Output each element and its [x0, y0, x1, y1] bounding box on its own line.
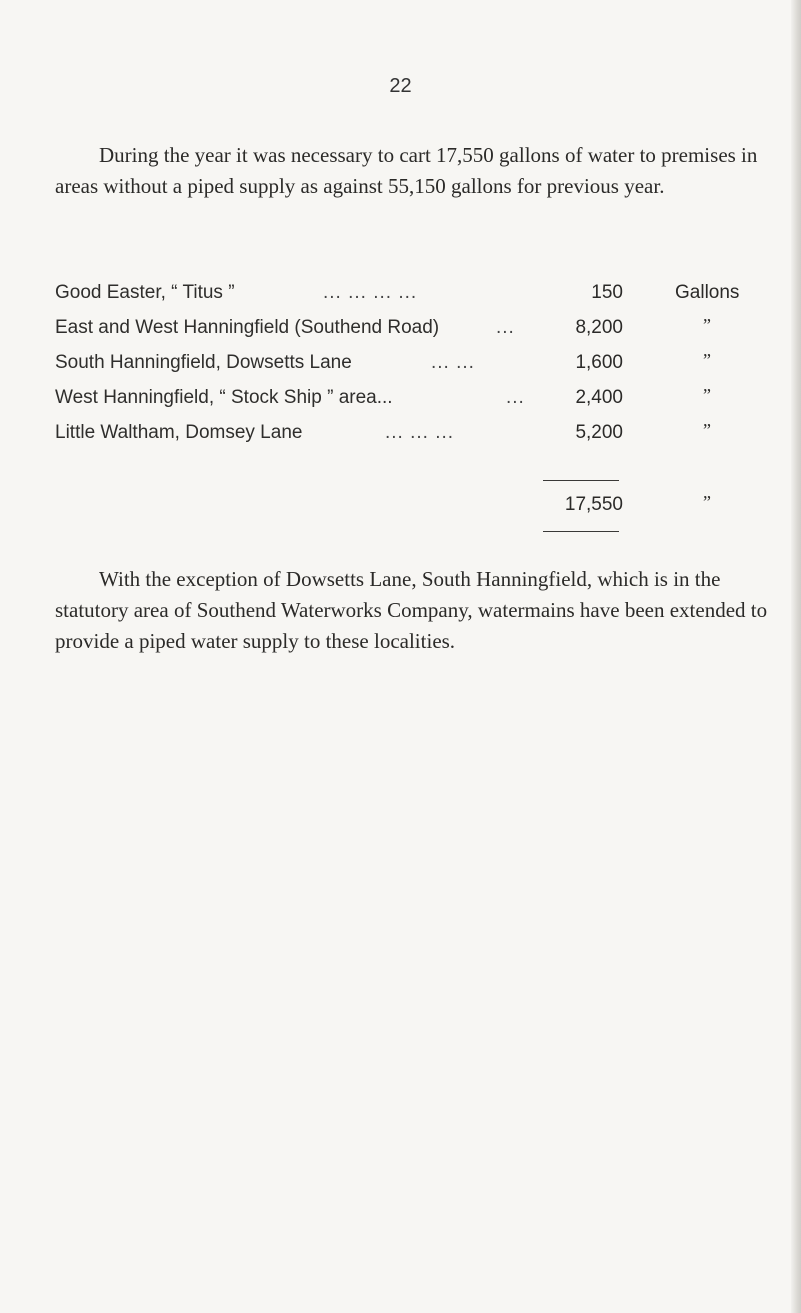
gallons-value: 1,600	[575, 352, 623, 373]
gallons-value: 150	[591, 282, 623, 303]
table-row	[55, 415, 775, 450]
location-label: Little Waltham, Domsey Lane	[55, 422, 303, 443]
total-value: 17,550	[564, 494, 623, 515]
leader-dots: ...	[506, 387, 525, 408]
intro-paragraph: During the year it was necessary to cart 17,550 gallons of water to premises in areas without a piped supply as against 55,150 gallons for previous year.	[55, 143, 758, 198]
cartage-table	[55, 275, 775, 450]
total-row	[55, 487, 775, 522]
leader-dots: ...	[496, 317, 515, 338]
page-edge-shadow	[791, 0, 801, 1313]
table-row	[55, 345, 775, 380]
gallons-value: 2,400	[575, 387, 623, 408]
location-label: West Hanningfield, “ Stock Ship ” area...	[55, 387, 393, 408]
unit-label: Gallons	[675, 282, 740, 303]
gallons-value: 5,200	[575, 422, 623, 443]
location-label: East and West Hanningfield (Southend Road)	[55, 317, 440, 338]
location-label: Good Easter, “ Titus ”	[55, 282, 235, 303]
table-row	[55, 380, 775, 415]
ditto-mark: ”	[703, 385, 711, 405]
ditto-mark: ”	[703, 420, 711, 440]
closing-paragraph: With the exception of Dowsetts Lane, South Hanningfield, which is in the statutory area of Southend Waterworks Company, watermains have been extended to provide a piped water supply to these localities.	[55, 567, 768, 653]
ditto-mark: ”	[703, 492, 711, 512]
leader-dots: ... ... ... ...	[323, 282, 418, 303]
total-rule-bottom	[543, 531, 619, 532]
gallons-value: 8,200	[575, 317, 623, 338]
location-label: South Hanningfield, Dowsetts Lane	[55, 352, 352, 373]
leader-dots: ... ... ...	[385, 422, 455, 443]
ditto-mark: ”	[703, 350, 711, 370]
ditto-mark: ”	[703, 315, 711, 335]
leader-dots: ... ...	[431, 352, 475, 373]
total-rule-top	[543, 480, 619, 481]
table-row	[55, 275, 775, 310]
table-row	[55, 310, 775, 345]
page-number: 22	[389, 75, 412, 97]
